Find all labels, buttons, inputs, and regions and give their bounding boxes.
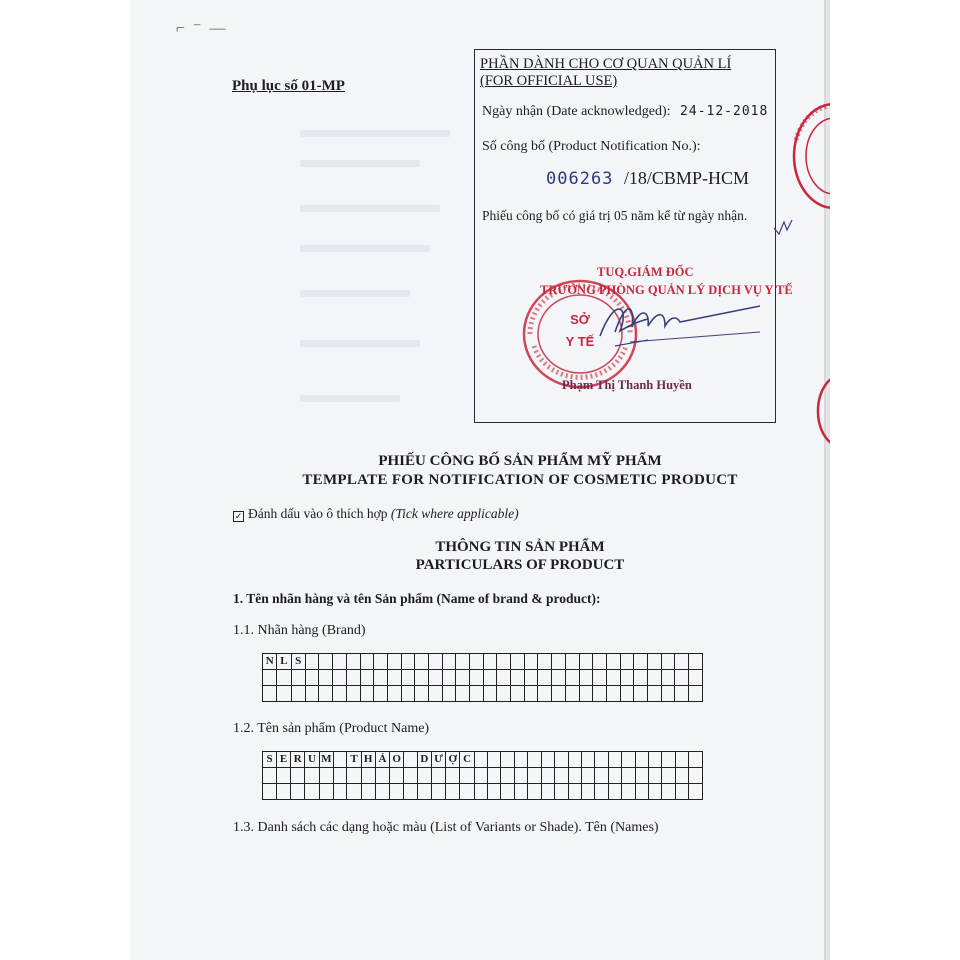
tick-instruction-vi: Đánh dấu vào ô thích hợp xyxy=(248,506,388,521)
signer-title-1: TUQ.GIÁM ĐỐC xyxy=(597,265,694,279)
char-box xyxy=(347,784,361,800)
char-box xyxy=(415,670,429,686)
char-box xyxy=(346,670,360,686)
char-box xyxy=(675,686,689,702)
notification-label: Số công bố (Product Notification No.): xyxy=(482,139,701,154)
char-box xyxy=(474,768,487,784)
char-box xyxy=(622,752,635,768)
char-box xyxy=(565,654,579,670)
char-box xyxy=(390,784,404,800)
char-box xyxy=(319,784,333,800)
char-box: L xyxy=(277,654,291,670)
char-box xyxy=(442,686,456,702)
char-box xyxy=(541,752,554,768)
char-box xyxy=(319,768,333,784)
char-box xyxy=(483,670,497,686)
char-box xyxy=(401,654,415,670)
char-box: E xyxy=(277,752,291,768)
char-box xyxy=(428,670,442,686)
handwritten-signature xyxy=(610,292,770,352)
char-box xyxy=(593,670,607,686)
item-1-2-label: 1.2. Tên sản phẩm (Product Name) xyxy=(233,721,430,736)
product-char-grid xyxy=(262,751,703,800)
date-acknowledged-row xyxy=(482,104,768,120)
char-box xyxy=(501,768,514,784)
char-box xyxy=(346,654,360,670)
char-box xyxy=(334,784,347,800)
char-box xyxy=(579,654,593,670)
char-box xyxy=(446,784,460,800)
edge-seal-stamp-bottom xyxy=(812,372,830,450)
char-box xyxy=(647,686,661,702)
char-box xyxy=(291,686,305,702)
char-box xyxy=(428,686,442,702)
bleed-through-line xyxy=(300,130,450,137)
char-box xyxy=(460,768,474,784)
char-box xyxy=(581,768,594,784)
char-box xyxy=(689,768,703,784)
char-box: Ả xyxy=(375,752,389,768)
char-box xyxy=(689,784,703,800)
char-box xyxy=(634,654,648,670)
char-box xyxy=(404,752,417,768)
char-box xyxy=(662,784,675,800)
char-box xyxy=(635,752,648,768)
char-box xyxy=(555,784,568,800)
char-box xyxy=(488,752,501,768)
item-1-3-label: 1.3. Danh sách các dạng hoặc màu (List of Variants or Shade). Tên (Names) xyxy=(233,820,659,835)
char-box xyxy=(263,686,277,702)
section-title-en: PARTICULARS OF PRODUCT xyxy=(415,557,625,573)
char-box xyxy=(470,670,484,686)
char-box xyxy=(346,686,360,702)
char-box xyxy=(608,752,621,768)
char-box xyxy=(593,686,607,702)
notification-number: 006263 xyxy=(546,169,614,189)
validity-note: Phiếu công bố có giá trị 05 năm kể từ ngày nhận. xyxy=(482,208,748,223)
char-box xyxy=(622,784,635,800)
char-box xyxy=(347,768,361,784)
char-box xyxy=(552,670,566,686)
char-box xyxy=(675,784,688,800)
char-box xyxy=(333,670,347,686)
char-box xyxy=(470,686,484,702)
char-box xyxy=(608,784,621,800)
char-box xyxy=(305,654,319,670)
char-box xyxy=(387,654,401,670)
char-box xyxy=(595,752,608,768)
annex-label: Phụ lục số 01-MP xyxy=(232,78,345,94)
char-box: S xyxy=(263,752,277,768)
char-box xyxy=(661,670,675,686)
char-box xyxy=(333,654,347,670)
char-box xyxy=(474,752,487,768)
char-box: Ợ xyxy=(446,752,460,768)
char-box xyxy=(334,752,347,768)
char-box xyxy=(514,752,527,768)
char-box xyxy=(635,784,648,800)
char-box xyxy=(501,752,514,768)
char-box xyxy=(263,768,277,784)
char-box: D xyxy=(417,752,431,768)
char-box xyxy=(555,768,568,784)
char-box xyxy=(483,686,497,702)
char-box xyxy=(375,768,389,784)
char-box xyxy=(528,768,541,784)
char-box xyxy=(541,784,554,800)
char-box xyxy=(511,670,525,686)
char-box xyxy=(622,768,635,784)
char-box xyxy=(647,654,661,670)
char-box xyxy=(541,768,554,784)
char-box xyxy=(319,654,333,670)
signer-title-2: TRƯỞNG PHÒNG QUẢN LÝ DỊCH VỤ Y TẾ xyxy=(540,283,793,297)
char-box xyxy=(538,654,552,670)
char-box: C xyxy=(460,752,474,768)
char-box xyxy=(661,686,675,702)
char-box xyxy=(263,670,277,686)
char-box xyxy=(404,768,417,784)
date-label: Ngày nhận (Date acknowledged): xyxy=(482,104,671,119)
char-box: Ư xyxy=(431,752,445,768)
char-box xyxy=(375,784,389,800)
char-box xyxy=(319,686,333,702)
char-box xyxy=(446,768,460,784)
char-box xyxy=(634,686,648,702)
char-box xyxy=(488,768,501,784)
notification-suffix: /18/CBMP-HCM xyxy=(623,168,749,188)
char-box xyxy=(456,670,470,686)
char-box xyxy=(501,784,514,800)
char-box xyxy=(277,768,291,784)
char-box: T xyxy=(347,752,361,768)
char-box xyxy=(404,784,417,800)
char-box xyxy=(497,654,511,670)
char-box xyxy=(538,670,552,686)
bleed-through-line xyxy=(300,245,430,252)
char-box xyxy=(579,686,593,702)
item-1-label: 1. Tên nhãn hàng và tên Sản phẩm (Name of brand & product): xyxy=(233,591,601,606)
char-box xyxy=(620,654,634,670)
char-box xyxy=(552,654,566,670)
char-box xyxy=(675,654,689,670)
char-box xyxy=(552,686,566,702)
char-box xyxy=(474,784,487,800)
corner-scribble: ⌐ ⁻ — xyxy=(176,20,228,37)
char-box xyxy=(568,768,581,784)
char-box xyxy=(291,768,305,784)
char-box: S xyxy=(291,654,305,670)
char-box xyxy=(568,784,581,800)
char-box xyxy=(581,784,594,800)
form-title-vi: PHIẾU CÔNG BỐ SẢN PHẨM MỸ PHẨM xyxy=(378,453,662,469)
char-box xyxy=(648,768,661,784)
char-box xyxy=(460,784,474,800)
brand-char-grid xyxy=(262,653,703,702)
char-box xyxy=(514,768,527,784)
char-box xyxy=(291,784,305,800)
char-box xyxy=(277,784,291,800)
tick-instruction xyxy=(233,506,519,522)
char-box xyxy=(305,670,319,686)
char-box xyxy=(319,670,333,686)
char-box xyxy=(689,654,703,670)
char-box xyxy=(606,670,620,686)
char-box xyxy=(524,654,538,670)
char-box xyxy=(634,670,648,686)
char-box xyxy=(360,670,374,686)
char-box xyxy=(431,768,445,784)
bleed-through-line xyxy=(300,290,410,297)
date-value: 24-12-2018 xyxy=(680,104,769,119)
char-box xyxy=(606,686,620,702)
char-box xyxy=(662,768,675,784)
char-box xyxy=(568,752,581,768)
char-box xyxy=(401,686,415,702)
char-box xyxy=(524,670,538,686)
char-box xyxy=(497,670,511,686)
char-box xyxy=(595,784,608,800)
char-box xyxy=(579,670,593,686)
bleed-through-line xyxy=(300,160,420,167)
char-box xyxy=(374,670,388,686)
char-box xyxy=(431,784,445,800)
char-box xyxy=(334,768,347,784)
char-box xyxy=(456,686,470,702)
char-box xyxy=(387,686,401,702)
char-box xyxy=(511,686,525,702)
char-box xyxy=(263,784,277,800)
char-box xyxy=(387,670,401,686)
official-heading-vi: PHẦN DÀNH CHO CƠ QUAN QUẢN LÍ xyxy=(480,56,732,72)
notification-number-row xyxy=(546,168,749,189)
char-box: H xyxy=(361,752,375,768)
signer-name: Phạm Thị Thanh Huyền xyxy=(562,378,692,392)
char-box xyxy=(606,654,620,670)
char-box xyxy=(401,670,415,686)
char-box xyxy=(538,686,552,702)
char-box xyxy=(483,654,497,670)
char-box xyxy=(497,686,511,702)
form-title-en: TEMPLATE FOR NOTIFICATION OF COSMETIC PRODUCT xyxy=(302,472,738,488)
char-box xyxy=(333,686,347,702)
char-box xyxy=(647,670,661,686)
bleed-through-line xyxy=(300,340,420,347)
char-box xyxy=(661,654,675,670)
char-box xyxy=(620,686,634,702)
char-box xyxy=(488,784,501,800)
char-box xyxy=(361,784,375,800)
char-box xyxy=(361,768,375,784)
char-box: R xyxy=(291,752,305,768)
bleed-through-line xyxy=(300,395,400,402)
char-box xyxy=(524,686,538,702)
char-box xyxy=(442,670,456,686)
char-box xyxy=(415,686,429,702)
char-box xyxy=(442,654,456,670)
char-box xyxy=(305,784,319,800)
char-box xyxy=(593,654,607,670)
char-box: N xyxy=(263,654,277,670)
char-box xyxy=(456,654,470,670)
char-box xyxy=(374,686,388,702)
char-box xyxy=(277,686,291,702)
stamp-text-line-1: SỞ xyxy=(570,312,590,327)
char-box xyxy=(360,686,374,702)
char-box xyxy=(305,686,319,702)
section-title-vi: THÔNG TIN SẢN PHẨM xyxy=(435,539,605,555)
check-mark-scribble xyxy=(772,214,794,238)
char-box: M xyxy=(319,752,333,768)
bleed-through-line xyxy=(300,205,440,212)
char-box xyxy=(305,768,319,784)
char-box xyxy=(648,784,661,800)
char-box xyxy=(291,670,305,686)
char-box xyxy=(689,670,703,686)
char-box xyxy=(595,768,608,784)
checkbox-icon: ✓ xyxy=(234,511,243,521)
char-box xyxy=(428,654,442,670)
char-box xyxy=(648,752,661,768)
char-box: O xyxy=(390,752,404,768)
char-box xyxy=(277,670,291,686)
char-box xyxy=(415,654,429,670)
char-box xyxy=(417,768,431,784)
edge-seal-stamp-top xyxy=(788,100,830,212)
tick-instruction-en: (Tick where applicable) xyxy=(390,506,519,521)
char-box xyxy=(635,768,648,784)
stamp-text-line-2: Y TẾ xyxy=(565,334,595,349)
char-box xyxy=(675,768,688,784)
char-box xyxy=(581,752,594,768)
char-box xyxy=(528,752,541,768)
char-box xyxy=(689,752,703,768)
official-heading-en: (FOR OFFICIAL USE) xyxy=(480,73,618,89)
char-box xyxy=(675,752,688,768)
char-box xyxy=(511,654,525,670)
char-box xyxy=(514,784,527,800)
char-box xyxy=(390,768,404,784)
char-box xyxy=(565,670,579,686)
item-1-1-label: 1.1. Nhãn hàng (Brand) xyxy=(233,623,366,638)
char-box xyxy=(417,784,431,800)
char-box xyxy=(470,654,484,670)
char-box xyxy=(675,670,689,686)
char-box xyxy=(565,686,579,702)
char-box xyxy=(689,686,703,702)
char-box xyxy=(662,752,675,768)
char-box xyxy=(528,784,541,800)
char-box xyxy=(620,670,634,686)
char-box xyxy=(608,768,621,784)
char-box xyxy=(374,654,388,670)
char-box xyxy=(555,752,568,768)
char-box xyxy=(360,654,374,670)
char-box: U xyxy=(305,752,319,768)
